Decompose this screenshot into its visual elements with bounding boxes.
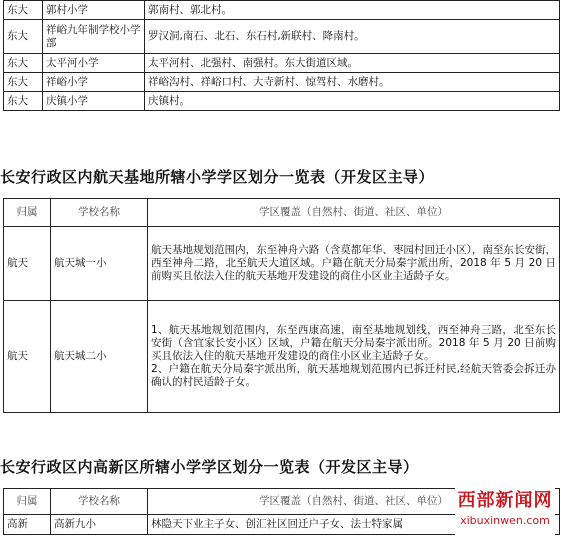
watermark-en: xibuxinwen.com (460, 514, 550, 527)
school-cell: 太平河小学 (43, 54, 145, 73)
area-cell: 罗汉洞,南石、北石、东石村,新联村、降南村。 (145, 20, 560, 54)
school-cell: 祥峪九年制学校小学部 (43, 20, 145, 54)
watermark-cn: 西部新闻网 (457, 490, 553, 511)
district-cell: 东大 (4, 20, 43, 54)
table-row (4, 20, 560, 54)
school-cell: 郭村小学 (43, 1, 145, 20)
area-cell: 郭南村、郭北村。 (145, 1, 560, 20)
school-district-table-dongda (3, 0, 560, 111)
section-title-hightech: 长安行政区内高新区所辖小学学区划分一览表（开发区主导） (0, 458, 419, 476)
district-cell: 东大 (4, 73, 43, 92)
header-district: 归属 (4, 489, 51, 515)
header-area: 学区覆盖（自然村、街道、社区、单位） (148, 199, 560, 227)
area-cell: 祥峪沟村、祥峪口村、大寺新村、惊驾村、水磨村。 (145, 73, 560, 92)
district-cell: 高新 (4, 515, 51, 535)
area-cell: 太平河村、北强村、南强村。东大街道区域。 (145, 54, 560, 73)
school-cell: 航天城二小 (51, 301, 148, 413)
header-school: 学校名称 (51, 199, 148, 227)
table-row (4, 227, 560, 301)
district-cell: 航天 (4, 301, 51, 413)
area-cell: 航天基地规划范围内，东至神舟六路（含莫都年华、枣园村回迁小区），南至东长安街，西至神舟二路，北至航天大道区域。户籍在航天分局秦宇派出所，2018 年 5 月 20 日前购买且依法入住的航天基地开发建设的商住小区业主适龄子女。 (148, 227, 560, 301)
school-cell: 高新九小 (51, 515, 148, 535)
table-row (4, 73, 560, 92)
table-header-row (4, 199, 560, 227)
header-area: 学区覆盖（自然村、街道、社区、单位） (148, 489, 560, 515)
header-school: 学校名称 (51, 489, 148, 515)
table-row (4, 301, 560, 413)
table-row (4, 1, 560, 20)
district-cell: 东大 (4, 1, 43, 20)
district-cell: 东大 (4, 92, 43, 111)
district-cell: 航天 (4, 227, 51, 301)
area-cell: 1、航天基地规划范围内，东至西康高速，南至基地规划线，西至神舟三路，北至东长安街（含宜家长安小区）区域，户籍在航天分局秦宇派出所。2018 年 5 月 20 日前购买且依法入住的航天基地开发建设的商住小区业主适龄子女。 2、户籍在航天分局秦宇派出所，航天基地规划范围内已拆迁村民,经航天管委会拆迁办确认的村民适龄子女。 (148, 301, 560, 413)
school-district-table-aerospace (3, 198, 560, 413)
area-cell: 林隐天下业主子女、创汇社区回迁户子女、法士特家属 (148, 515, 560, 535)
district-cell: 东大 (4, 54, 43, 73)
header-district: 归属 (4, 199, 51, 227)
school-cell: 庆镇小学 (43, 92, 145, 111)
school-cell: 祥峪小学 (43, 73, 145, 92)
table-row (4, 92, 560, 111)
area-cell: 庆镇村。 (145, 92, 560, 111)
section-title-aerospace: 长安行政区内航天基地所辖小学学区划分一览表（开发区主导） (0, 168, 435, 186)
table-row (4, 54, 560, 73)
watermark-logo (455, 488, 555, 536)
school-cell: 航天城一小 (51, 227, 148, 301)
